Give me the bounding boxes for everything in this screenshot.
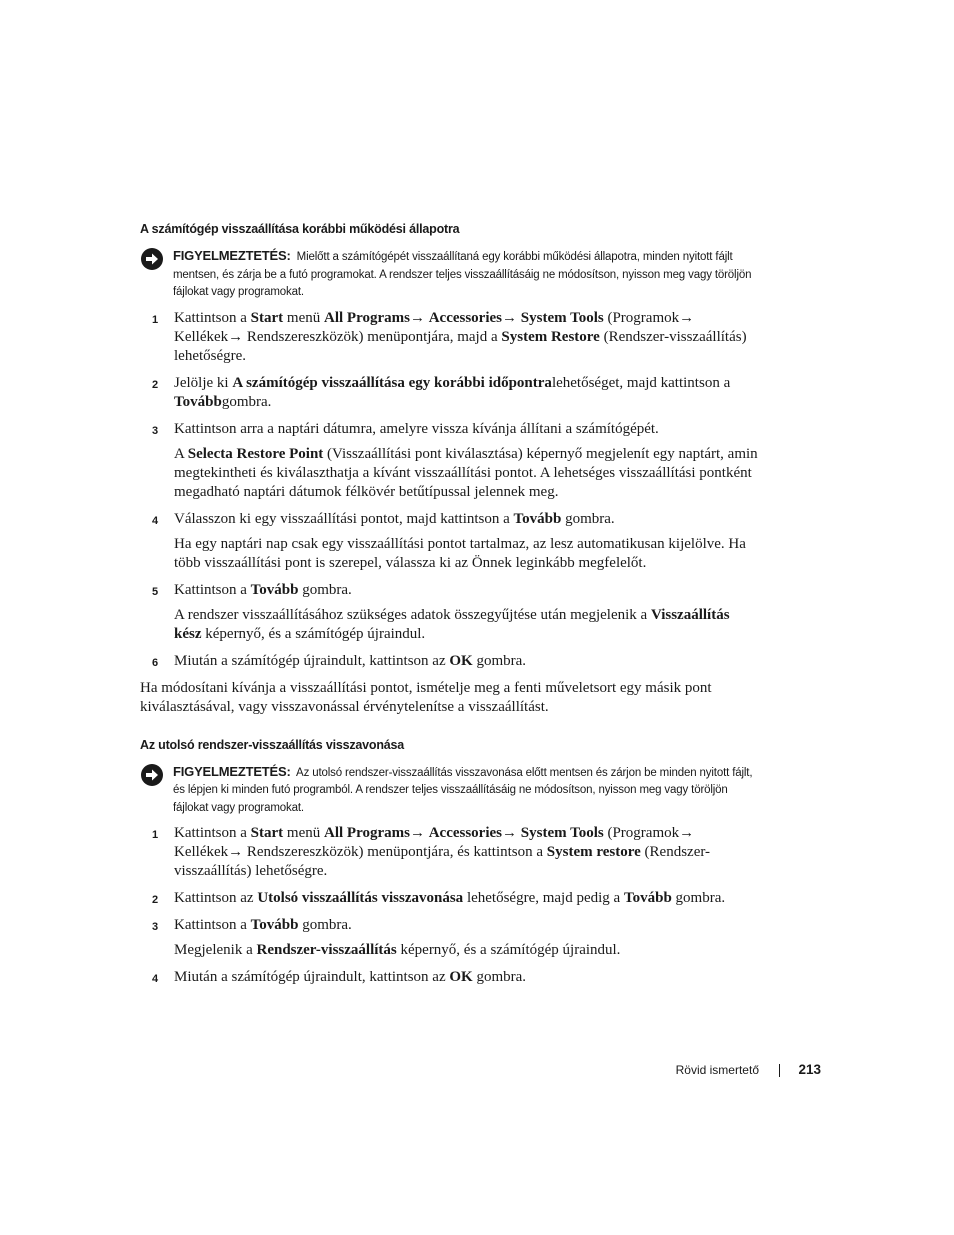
notice-text: Mielőtt a számítógépét visszaállítaná egy korábbi működési állapotra, minden nyitott fájlt mentsen, és zárja be a futó programokat. A rendszer teljes visszaállításáig ne módosítson, nyisson meg vagy töröljön fájlokat vagy programokat. bbox=[173, 251, 752, 298]
arrow-circle-icon bbox=[141, 248, 163, 270]
footer-divider bbox=[779, 1064, 780, 1077]
step-detail: A rendszer visszaállításához szükséges adatok összegyűjtése után megjelenik a Visszaállítás kész képernyő, és a számítógép újraindul. bbox=[174, 606, 730, 642]
list-item bbox=[140, 510, 760, 573]
steps-list-restore bbox=[140, 309, 760, 671]
step-text: Kattintson a Tovább gombra. bbox=[174, 917, 352, 933]
list-item bbox=[140, 889, 760, 908]
step-text: Kattintson a Start menü All Programs→ Accessories→ System Tools (Programok→ Kellékek→ Rendszereszközök) menüpontjára, és kattintson a System restore (Rendszer-visszaállítás) lehetőségre. bbox=[174, 825, 711, 879]
list-item bbox=[140, 309, 760, 366]
step-number: 4 bbox=[152, 514, 159, 527]
step-number: 4 bbox=[152, 973, 159, 985]
list-item bbox=[140, 374, 760, 412]
step-number: 2 bbox=[152, 378, 159, 391]
step-text: Kattintson arra a naptári dátumra, amelyre vissza kívánja állítani a számítógépét. bbox=[174, 420, 659, 437]
step-text: Miután a számítógép újraindult, kattintson az OK gombra. bbox=[174, 652, 527, 669]
steps-list-undo bbox=[140, 824, 760, 987]
step-detail: A Selecta Restore Point (Visszaállítási pont kiválasztása) képernyő megjelenít egy naptárt, amin megtekintheti és kiválaszthatja a kívánt visszaállítási pontot. A lehetséges visszaállítási pontként megadható naptári dátumok félkövér betűtípussal jelennek meg. bbox=[174, 445, 758, 500]
step-detail: Megjelenik a Rendszer-visszaállítás képernyő, és a számítógép újraindul. bbox=[174, 942, 621, 958]
step-text: Válasszon ki egy visszaállítási pontot, majd kattintson a Tovább gombra. bbox=[174, 510, 615, 527]
closing-paragraph: Ha módosítani kívánja a visszaállítási pontot, ismételje meg a fenti műveletsort egy másik pont kiválasztásával, vagy visszavonással érvénytelenítse a visszaállítást. bbox=[140, 679, 712, 715]
step-number: 5 bbox=[152, 585, 159, 598]
section-heading-undo: Az utolsó rendszer-visszaállítás visszavonása bbox=[140, 737, 405, 752]
notice-text: Az utolsó rendszer-visszaállítás visszavonása előtt mentsen és zárjon be minden nyitott fájlt, és lépjen ki minden futó programból. A rendszer teljes visszaállításáig ne módosítson, nyisson meg vagy töröljön fájlokat vagy programokat. bbox=[173, 766, 753, 814]
footer-title: Rövid ismertető bbox=[675, 1063, 759, 1077]
page-number: 213 bbox=[798, 1062, 821, 1077]
list-item bbox=[140, 824, 760, 881]
notice-undo bbox=[140, 763, 760, 818]
page-content bbox=[140, 221, 760, 995]
step-number: 1 bbox=[152, 313, 159, 326]
step-detail: Ha egy naptári nap csak egy visszaállítási pontot tartalmaz, az lesz automatikusan kijelölve. Ha több visszaállítási pont is szerepel, válassza ki az Önnek leginkább megfelelőt. bbox=[174, 535, 746, 571]
list-item bbox=[140, 420, 760, 502]
step-number: 1 bbox=[152, 829, 159, 841]
notice-label: FIGYELMEZTETÉS: bbox=[173, 248, 291, 263]
step-text: Jelölje ki A számítógép visszaállítása egy korábbi időpontralehetőséget, majd kattintson a Továbbgombra. bbox=[174, 374, 731, 410]
list-item bbox=[140, 968, 760, 987]
step-number: 2 bbox=[152, 894, 159, 906]
arrow-circle-icon bbox=[141, 764, 163, 786]
step-text: Kattintson az Utolsó visszaállítás visszavonása lehetőségre, majd pedig a Tovább gombra. bbox=[174, 890, 726, 906]
list-item bbox=[140, 916, 760, 960]
list-item bbox=[140, 581, 760, 644]
section-heading-restore: A számítógép visszaállítása korábbi működési állapotra bbox=[140, 222, 460, 236]
step-text: Kattintson a Tovább gombra. bbox=[174, 581, 352, 598]
notice-restore bbox=[140, 247, 760, 302]
step-text: Kattintson a Start menü All Programs→ Accessories→ System Tools (Programok→ Kellékek→ Rendszereszközök) menüpontjára, majd a System Restore (Rendszer-visszaállítás) lehetőségre. bbox=[174, 309, 747, 364]
list-item bbox=[140, 652, 760, 671]
step-number: 3 bbox=[152, 424, 159, 437]
step-number: 3 bbox=[152, 921, 159, 933]
page-footer bbox=[600, 1061, 821, 1079]
step-number: 6 bbox=[152, 656, 159, 669]
notice-label: FIGYELMEZTETÉS: bbox=[173, 763, 291, 779]
step-text: Miután a számítógép újraindult, kattintson az OK gombra. bbox=[174, 969, 527, 985]
